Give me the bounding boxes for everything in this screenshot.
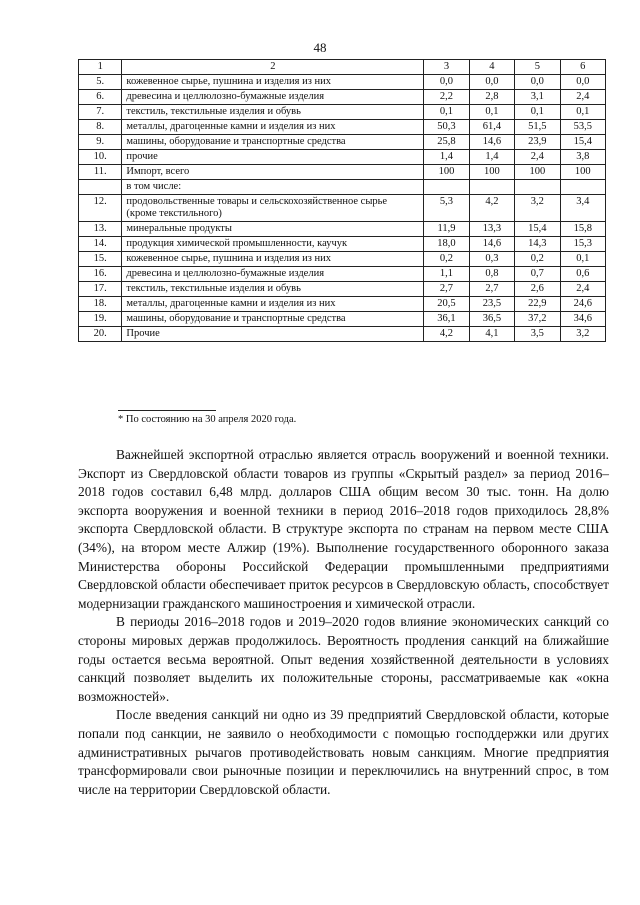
row-index-cell: 18. — [79, 297, 122, 312]
row-index-cell: 9. — [79, 135, 122, 150]
value-cell: 1,4 — [424, 150, 469, 165]
value-cell: 36,5 — [469, 312, 514, 327]
row-index-cell: 10. — [79, 150, 122, 165]
value-cell: 4,2 — [424, 327, 469, 342]
value-cell: 0,1 — [560, 252, 605, 267]
paragraph: В периоды 2016–2018 годов и 2019–2020 годов влияние экономических санкций со стороны мировых держав продолжилось. Вероятность продления санкций на ближайшие годы остается весьма вероятной. Опыт ведения хозяйственной деятельности в условиях санкций позволяет выделить их положительные стороны, рассматриваемые как «окна возможностей». — [78, 614, 609, 704]
row-name-cell: минеральные продукты — [122, 222, 424, 237]
value-cell: 34,6 — [560, 312, 605, 327]
value-cell: 14,3 — [515, 237, 560, 252]
row-name-cell: металлы, драгоценные камни и изделия из них — [122, 120, 424, 135]
value-cell: 61,4 — [469, 120, 514, 135]
value-cell: 51,5 — [515, 120, 560, 135]
value-cell: 3,5 — [515, 327, 560, 342]
table-row — [79, 90, 606, 105]
value-cell: 22,9 — [515, 297, 560, 312]
value-cell: 14,6 — [469, 135, 514, 150]
value-cell: 2,7 — [469, 282, 514, 297]
row-index-cell: 14. — [79, 237, 122, 252]
value-cell: 4,2 — [469, 195, 514, 222]
row-name-cell: машины, оборудование и транспортные средства — [122, 135, 424, 150]
value-cell: 3,1 — [515, 90, 560, 105]
table-row — [79, 282, 606, 297]
value-cell: 0,8 — [469, 267, 514, 282]
value-cell: 0,7 — [515, 267, 560, 282]
row-index-cell: 19. — [79, 312, 122, 327]
row-name-cell: в том числе: — [122, 180, 424, 195]
table-row — [79, 222, 606, 237]
value-cell: 23,9 — [515, 135, 560, 150]
value-cell: 53,5 — [560, 120, 605, 135]
value-cell: 0,6 — [560, 267, 605, 282]
header-cell: 5 — [515, 60, 560, 75]
value-cell: 0,0 — [469, 75, 514, 90]
row-name-cell: продовольственные товары и сельскохозяйственное сырье (кроме текстильного) — [122, 195, 424, 222]
row-index-cell: 17. — [79, 282, 122, 297]
value-cell — [424, 180, 469, 195]
value-cell: 15,8 — [560, 222, 605, 237]
value-cell: 3,2 — [515, 195, 560, 222]
value-cell — [560, 180, 605, 195]
header-cell: 4 — [469, 60, 514, 75]
value-cell: 0,2 — [515, 252, 560, 267]
value-cell: 100 — [560, 165, 605, 180]
value-cell — [469, 180, 514, 195]
row-index-cell: 15. — [79, 252, 122, 267]
value-cell: 0,1 — [560, 105, 605, 120]
table-body — [79, 60, 606, 342]
value-cell: 100 — [469, 165, 514, 180]
value-cell: 15,4 — [560, 135, 605, 150]
value-cell: 2,6 — [515, 282, 560, 297]
value-cell: 5,3 — [424, 195, 469, 222]
row-index-cell: 6. — [79, 90, 122, 105]
value-cell: 24,6 — [560, 297, 605, 312]
value-cell: 11,9 — [424, 222, 469, 237]
paragraph: После введения санкций ни одно из 39 предприятий Свердловской области, которые попали под санкции, не заявило о необходимости с помощью господдержки или других административных рычагов противодействовать новым санкциям. Многие предприятия трансформировали свои рыночные позиции и переключились на внутренний спрос, в том числе на территории Свердловской области. — [78, 707, 609, 797]
value-cell: 3,2 — [560, 327, 605, 342]
row-name-cell: текстиль, текстильные изделия и обувь — [122, 105, 424, 120]
table-row — [79, 135, 606, 150]
value-cell: 4,1 — [469, 327, 514, 342]
value-cell: 2,4 — [560, 282, 605, 297]
table-row — [79, 312, 606, 327]
table-row — [79, 267, 606, 282]
value-cell: 37,2 — [515, 312, 560, 327]
row-name-cell: древесина и целлюлозно-бумажные изделия — [122, 267, 424, 282]
row-index-cell — [79, 180, 122, 195]
row-name-cell: текстиль, текстильные изделия и обувь — [122, 282, 424, 297]
value-cell: 20,5 — [424, 297, 469, 312]
row-index-cell: 20. — [79, 327, 122, 342]
value-cell: 0,0 — [424, 75, 469, 90]
header-cell: 1 — [79, 60, 122, 75]
page-number: 48 — [313, 40, 327, 55]
value-cell: 14,6 — [469, 237, 514, 252]
value-cell: 13,3 — [469, 222, 514, 237]
header-cell: 3 — [424, 60, 469, 75]
table-row — [79, 150, 606, 165]
row-index-cell: 16. — [79, 267, 122, 282]
data-table — [78, 59, 606, 342]
value-cell: 3,8 — [560, 150, 605, 165]
header-cell: 6 — [560, 60, 605, 75]
paragraph: Важнейшей экспортной отраслью является отрасль вооружений и военной техники. Экспорт из Свердловской области товаров из группы «Скрытый раздел» за период 2016–2018 годов составил 6,48 млрд. долларов США общим весом 30 тыс. тонн. На долю экспорта вооружения и военной техники в период 2016–2018 годов приходилось 28,8% экспорта Свердловской области. В структуре экспорта по странам на первом месте США (34%), на втором месте Алжир (19%). Выполнение государственного оборонного заказа Министерства обороны Российской Федерации промышленными предприятиями Свердловской области обеспечивает приток ресурсов в Свердловскую область, способствует модернизации гражданского машиностроения и химической отрасли. — [78, 447, 609, 611]
footnote-divider — [118, 410, 216, 411]
row-index-cell: 13. — [79, 222, 122, 237]
value-cell: 18,0 — [424, 237, 469, 252]
value-cell: 2,7 — [424, 282, 469, 297]
table-row — [79, 120, 606, 135]
value-cell: 100 — [515, 165, 560, 180]
value-cell: 0,1 — [424, 105, 469, 120]
table-row — [79, 297, 606, 312]
row-name-cell: Прочие — [122, 327, 424, 342]
table-row — [79, 75, 606, 90]
value-cell: 50,3 — [424, 120, 469, 135]
row-name-cell: машины, оборудование и транспортные средства — [122, 312, 424, 327]
row-name-cell: металлы, драгоценные камни и изделия из них — [122, 297, 424, 312]
row-name-cell: прочие — [122, 150, 424, 165]
row-index-cell: 8. — [79, 120, 122, 135]
row-index-cell: 12. — [79, 195, 122, 222]
header-cell: 2 — [122, 60, 424, 75]
value-cell: 15,4 — [515, 222, 560, 237]
value-cell: 0,1 — [469, 105, 514, 120]
value-cell: 0,3 — [469, 252, 514, 267]
value-cell — [515, 180, 560, 195]
table-row — [79, 165, 606, 180]
value-cell: 1,1 — [424, 267, 469, 282]
row-name-cell: кожевенное сырье, пушнина и изделия из них — [122, 252, 424, 267]
value-cell: 0,2 — [424, 252, 469, 267]
row-name-cell: кожевенное сырье, пушнина и изделия из них — [122, 75, 424, 90]
body-text — [78, 446, 609, 799]
value-cell: 0,0 — [515, 75, 560, 90]
value-cell: 23,5 — [469, 297, 514, 312]
table-row — [79, 105, 606, 120]
table-row — [79, 195, 606, 222]
row-name-cell: Импорт, всего — [122, 165, 424, 180]
footnote: * По состоянию на 30 апреля 2020 года. — [118, 414, 297, 425]
value-cell: 2,4 — [560, 90, 605, 105]
table-row — [79, 252, 606, 267]
value-cell: 36,1 — [424, 312, 469, 327]
table-row — [79, 237, 606, 252]
value-cell: 2,4 — [515, 150, 560, 165]
value-cell: 2,2 — [424, 90, 469, 105]
row-index-cell: 5. — [79, 75, 122, 90]
value-cell: 0,1 — [515, 105, 560, 120]
value-cell: 15,3 — [560, 237, 605, 252]
value-cell: 25,8 — [424, 135, 469, 150]
value-cell: 100 — [424, 165, 469, 180]
table-row — [79, 327, 606, 342]
value-cell: 0,0 — [560, 75, 605, 90]
value-cell: 3,4 — [560, 195, 605, 222]
value-cell: 1,4 — [469, 150, 514, 165]
table-row — [79, 180, 606, 195]
row-index-cell: 11. — [79, 165, 122, 180]
value-cell: 2,8 — [469, 90, 514, 105]
row-index-cell: 7. — [79, 105, 122, 120]
table-header-row — [79, 60, 606, 75]
row-name-cell: древесина и целлюлозно-бумажные изделия — [122, 90, 424, 105]
row-name-cell: продукция химической промышленности, каучук — [122, 237, 424, 252]
